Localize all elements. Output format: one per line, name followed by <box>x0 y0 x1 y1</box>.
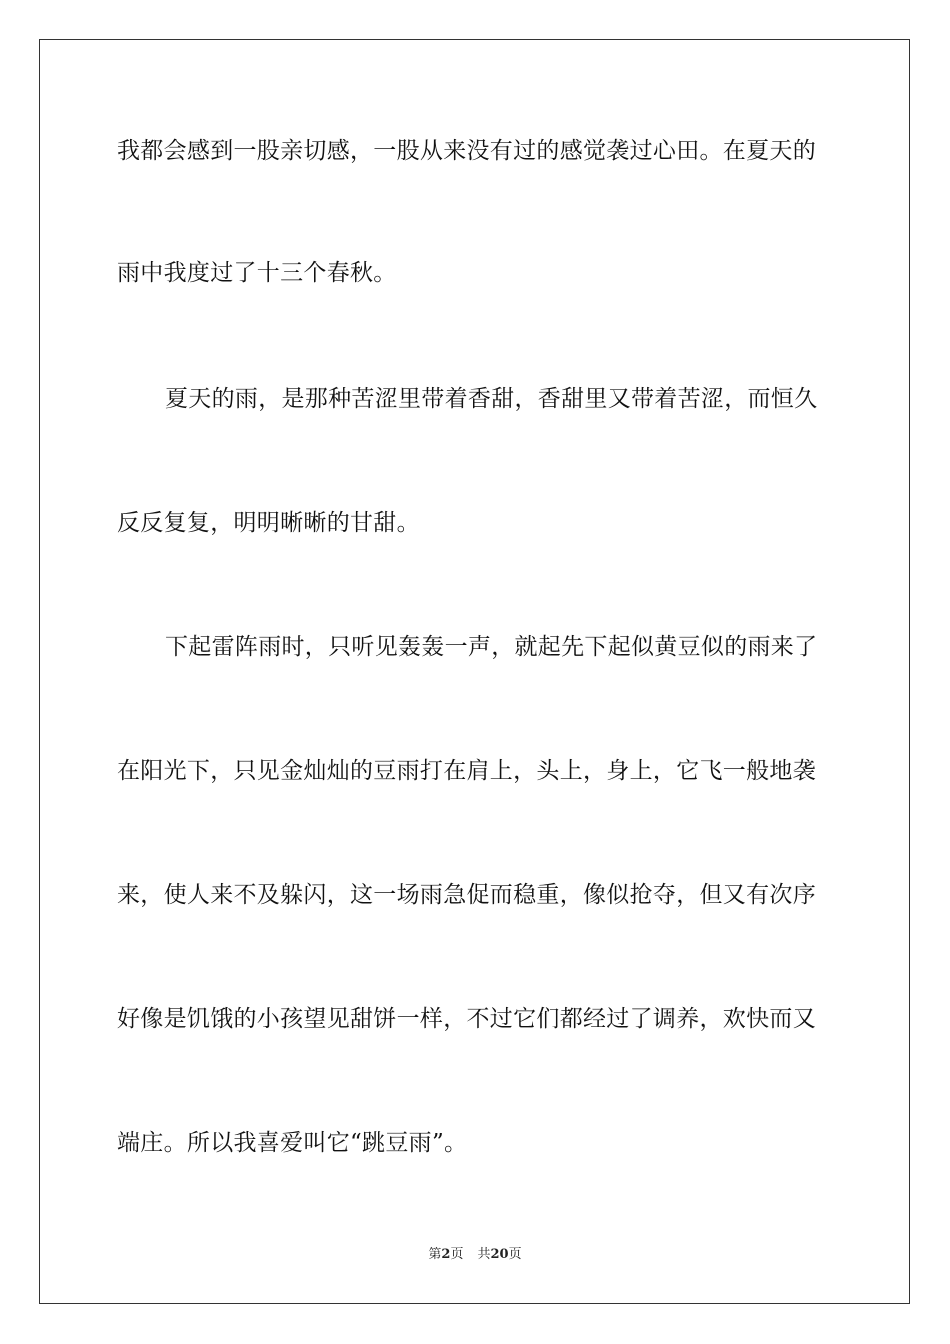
text-line: 反反复复，明明晰晰的甘甜。 <box>117 510 420 536</box>
text-line: 雨中我度过了十三个春秋。 <box>117 260 397 286</box>
paragraph-start-line: 夏天的雨，是那种苦涩里带着香甜，香甜里又带着苦涩，而恒久 <box>165 386 818 412</box>
page-current: 2 <box>441 1247 451 1262</box>
page-total: 20 <box>490 1247 509 1262</box>
page-footer <box>0 1246 950 1264</box>
total-suffix: 页 <box>508 1247 522 1262</box>
total-prefix: 共 <box>477 1247 491 1262</box>
page-frame <box>39 39 910 1304</box>
paragraph-start-line: 下起雷阵雨时，只听见轰轰一声，就起先下起似黄豆似的雨来了 <box>165 634 818 660</box>
page-prefix: 第 <box>428 1247 442 1262</box>
text-line: 好像是饥饿的小孩望见甜饼一样，不过它们都经过了调养，欢快而又 <box>117 1006 816 1032</box>
text-line: 在阳光下，只见金灿灿的豆雨打在肩上，头上，身上，它飞一般地袭 <box>117 758 816 784</box>
text-line: 端庄。所以我喜爱叫它“跳豆雨”。 <box>117 1130 468 1156</box>
text-line: 来，使人来不及躲闪，这一场雨急促而稳重，像似抢夺，但又有次序 <box>117 882 816 908</box>
page-suffix: 页 <box>450 1247 464 1262</box>
text-line: 我都会感到一股亲切感，一股从来没有过的感觉袭过心田。在夏天的 <box>117 138 816 164</box>
